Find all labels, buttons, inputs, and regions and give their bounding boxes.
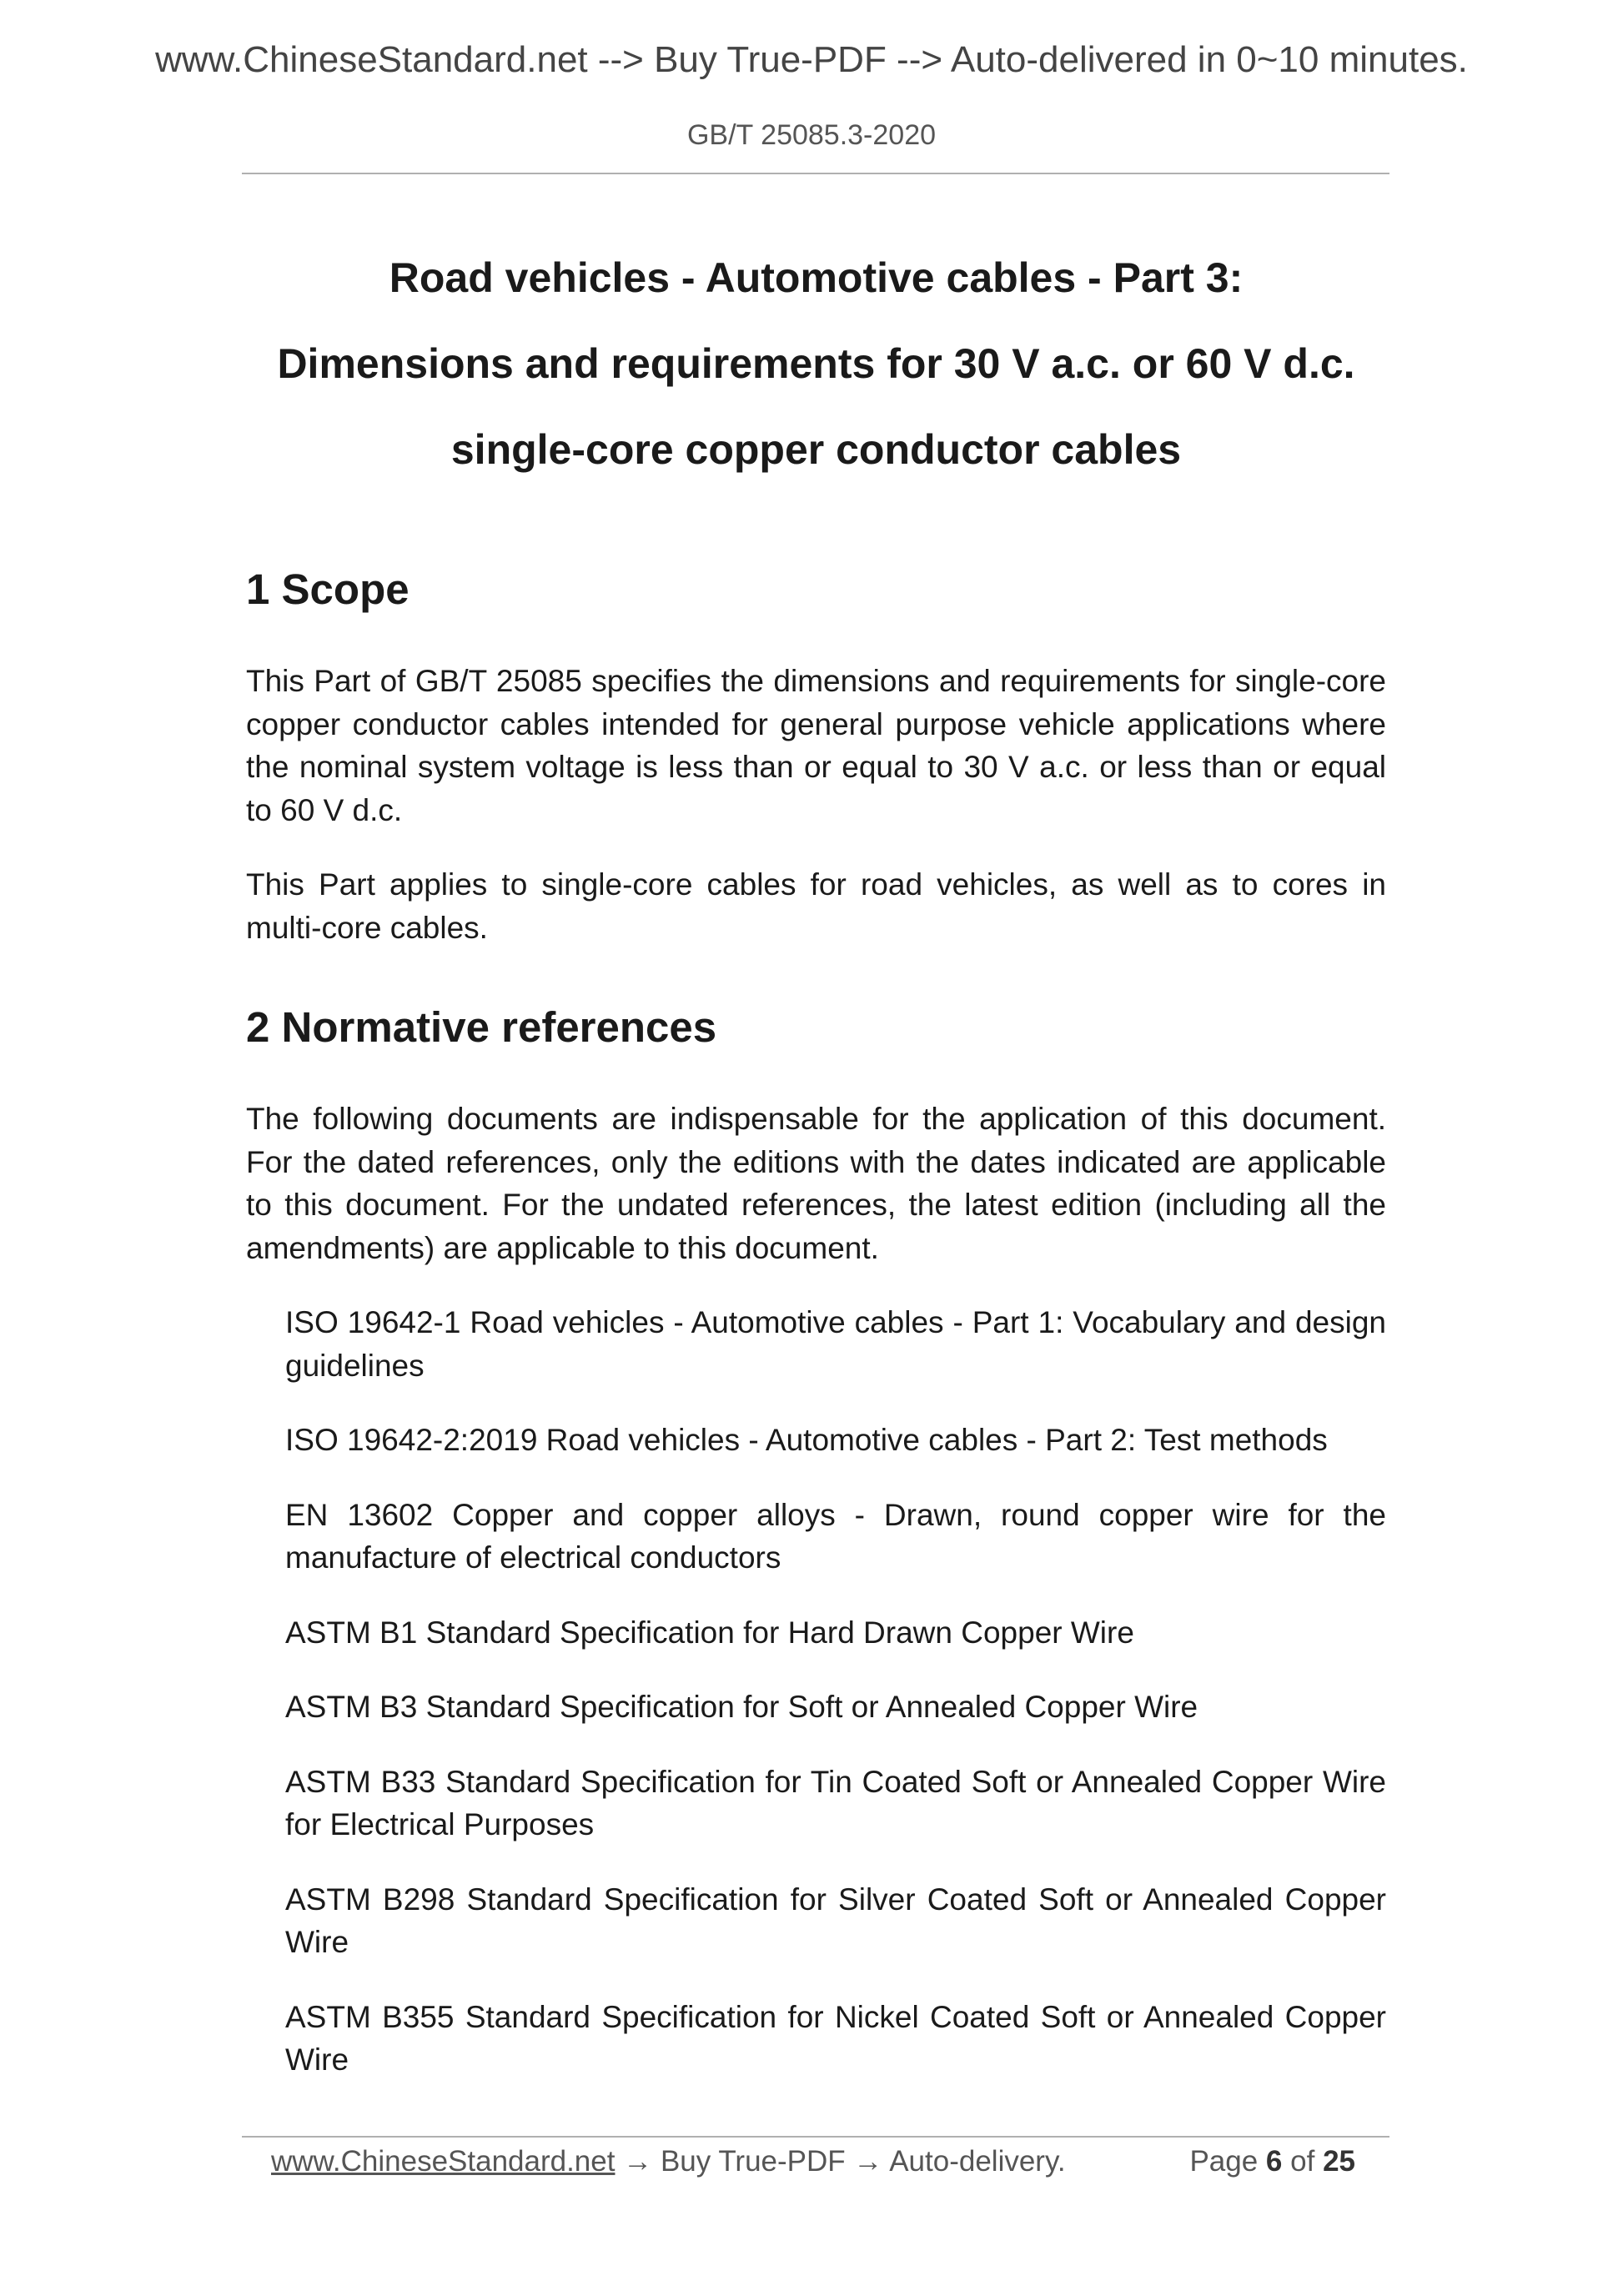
reference-item: ISO 19642-1 Road vehicles - Automotive cables - Part 1: Vocabulary and design guidelines xyxy=(285,1305,1386,1383)
reference-item: ASTM B3 Standard Specification for Soft or Annealed Copper Wire xyxy=(285,1690,1198,1724)
site-banner: www.ChineseStandard.net --> Buy True-PDF --> Auto-delivered in 0~10 minutes. xyxy=(155,39,1468,80)
page-label: Page xyxy=(1189,2145,1259,2178)
standard-id: GB/T 25085.3-2020 xyxy=(686,119,937,151)
reference-item: ASTM B355 Standard Specification for Nickel Coated Soft or Annealed Copper Wire xyxy=(285,1999,1386,2077)
page-indicator xyxy=(1189,2138,1355,2185)
scope-paragraph-2: This Part applies to single-core cables for road vehicles, as well as to cores in multi-core cables. xyxy=(246,867,1386,945)
of-label: of xyxy=(1290,2145,1315,2178)
reference-item: EN 13602 Copper and copper alloys - Drawn, round copper wire for the manufacture of electrical conductors xyxy=(285,1497,1386,1575)
page-number: 6 xyxy=(1265,2145,1283,2178)
reference-list xyxy=(285,1301,1386,2082)
reference-item: ASTM B33 Standard Specification for Tin Coated Soft or Annealed Copper Wire for Electrical Purposes xyxy=(285,1764,1386,1841)
title-line-1: Road vehicles - Automotive cables - Part 3: xyxy=(389,254,1244,301)
reference-item: ASTM B1 Standard Specification for Hard Drawn Copper Wire xyxy=(285,1615,1134,1650)
scope-paragraph-1: This Part of GB/T 25085 specifies the dimensions and requirements for single-core copper conductor cables intended for general purpose vehicle applications where the nominal system voltage is less than or equal to 30 V a.c. or less than or equal to 60 V d.c. xyxy=(246,664,1386,827)
arrow-right-icon: → xyxy=(623,2145,653,2178)
section-heading-scope: 1 Scope xyxy=(246,565,410,613)
page-footer xyxy=(271,2138,1372,2185)
section-heading-normative-references: 2 Normative references xyxy=(246,1003,717,1051)
total-pages: 25 xyxy=(1323,2145,1355,2178)
arrow-right-icon: → xyxy=(853,2145,883,2178)
footer-delivery-text: Auto-delivery. xyxy=(889,2145,1066,2178)
normative-intro-paragraph: The following documents are indispensable for the application of this document. For the dated references, only the editions with the dates indicated are applicable to this document. For the undated references, the latest edition (including all the amendments) are applicable to this document. xyxy=(246,1102,1386,1265)
header-divider xyxy=(242,173,1389,174)
footer-buy-text: Buy True-PDF xyxy=(660,2145,846,2178)
title-line-2: Dimensions and requirements for 30 V a.c. or 60 V d.c. xyxy=(277,340,1355,387)
document-body xyxy=(246,235,1386,2113)
document-title xyxy=(246,235,1386,493)
footer-site-link[interactable]: www.ChineseStandard.net xyxy=(271,2145,616,2178)
title-line-3: single-core copper conductor cables xyxy=(450,426,1182,473)
reference-item: ISO 19642-2:2019 Road vehicles - Automotive cables - Part 2: Test methods xyxy=(285,1423,1328,1457)
footer-divider xyxy=(242,2136,1389,2138)
reference-item: ASTM B298 Standard Specification for Silver Coated Soft or Annealed Copper Wire xyxy=(285,1882,1386,1959)
